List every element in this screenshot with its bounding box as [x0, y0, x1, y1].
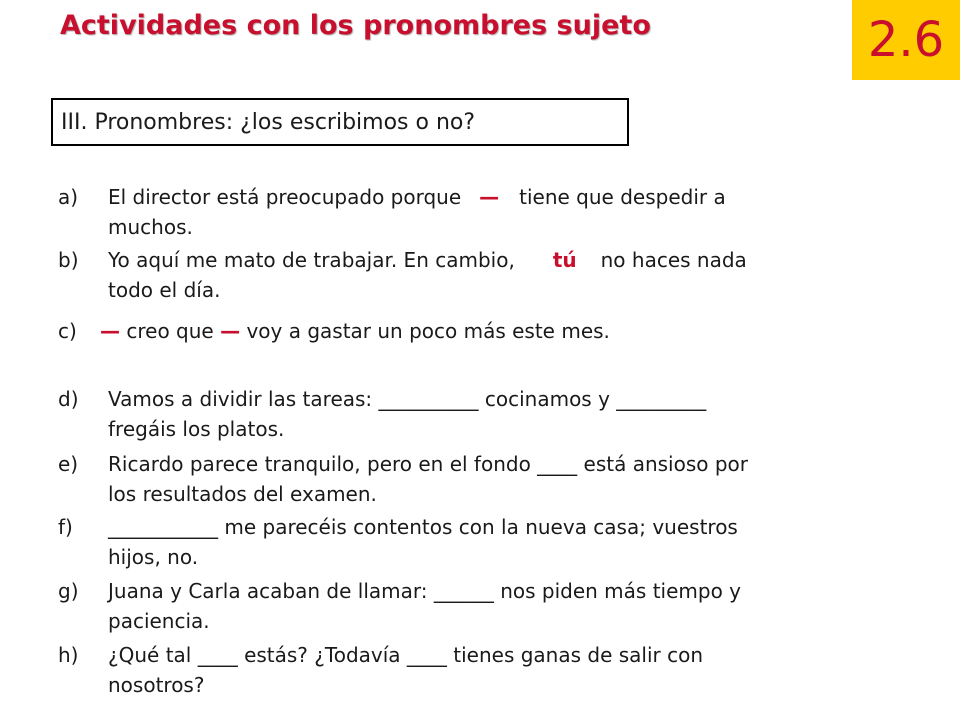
- item-text: Yo aquí me mato de trabajar. En cambio,: [108, 248, 515, 272]
- item-text: creo que: [126, 319, 214, 343]
- item-label: b): [58, 248, 79, 272]
- item-continuation: paciencia.: [108, 609, 210, 633]
- answer-text: —: [100, 319, 120, 343]
- section-number-badge: 2.6: [852, 0, 960, 80]
- answer-text: tú: [552, 248, 577, 272]
- item-continuation: hijos, no.: [108, 545, 199, 569]
- item-label: a): [58, 185, 79, 209]
- item-label: e): [58, 452, 79, 476]
- answer-text: —: [479, 185, 500, 209]
- item-continuation: fregáis los platos.: [108, 417, 285, 441]
- item-label: c): [58, 319, 77, 343]
- item-text: voy a gastar un poco más este mes.: [246, 319, 610, 343]
- item-continuation: nosotros?: [108, 673, 205, 697]
- item-text: Vamos a dividir las tareas: __________ cocinamos y _________: [108, 387, 707, 411]
- item-continuation: muchos.: [108, 215, 193, 239]
- item-label: g): [58, 579, 79, 603]
- item-text: Ricardo parece tranquilo, pero en el fondo ____ está ansioso por: [108, 452, 749, 476]
- page-title: Actividades con los pronombres sujeto: [60, 10, 651, 41]
- item-label: h): [58, 643, 79, 667]
- answer-text: —: [220, 319, 241, 343]
- item-continuation: los resultados del examen.: [108, 482, 377, 506]
- item-text: no haces nada: [600, 248, 747, 272]
- item-label: d): [58, 387, 79, 411]
- item-label: f): [58, 515, 73, 539]
- item-text: ¿Qué tal ____ estás? ¿Todavía ____ tienes ganas de salir con: [108, 643, 704, 667]
- section-heading: III. Pronombres: ¿los escribimos o no?: [51, 98, 629, 146]
- item-text: Juana y Carla acaban de llamar: ______ nos piden más tiempo y: [108, 579, 742, 603]
- item-text: tiene que despedir a: [519, 185, 726, 209]
- item-continuation: todo el día.: [108, 278, 221, 302]
- item-text: ___________ me parecéis contentos con la nueva casa; vuestros: [108, 515, 738, 539]
- item-text: El director está preocupado porque: [108, 185, 462, 209]
